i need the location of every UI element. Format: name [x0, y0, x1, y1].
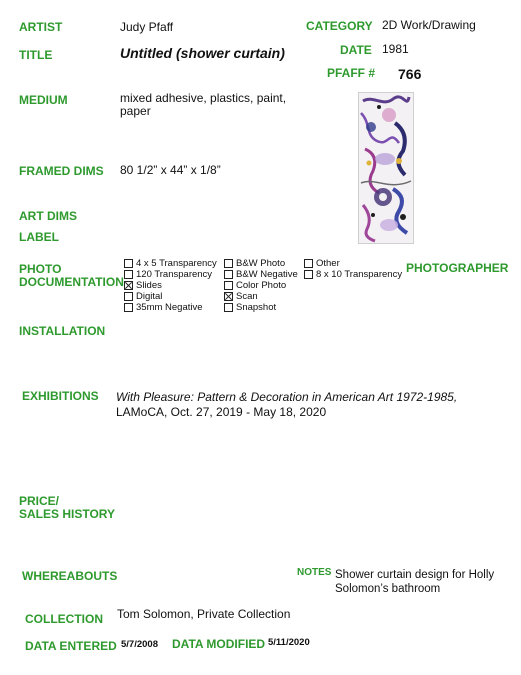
collection-label: COLLECTION	[25, 612, 103, 626]
checkbox-bw-photo[interactable]	[224, 258, 298, 269]
checkbox-box[interactable]	[304, 270, 313, 279]
checkbox-label: Snapshot	[236, 302, 277, 313]
checkbox-other[interactable]	[304, 258, 402, 269]
price-label-2: SALES HISTORY	[19, 507, 116, 521]
category-value: 2D Work/Drawing	[382, 18, 476, 32]
checkbox-bw-negative[interactable]	[224, 269, 298, 280]
art-dims-label: ART DIMS	[19, 209, 77, 223]
checkbox-box[interactable]	[224, 281, 233, 290]
notes-label: NOTES	[297, 567, 332, 578]
data-entered-label: DATA ENTERED	[25, 639, 117, 653]
checkbox-label: Scan	[236, 291, 258, 302]
framed-dims-label: FRAMED DIMS	[19, 164, 104, 178]
checkbox-box[interactable]	[124, 270, 133, 279]
checkbox-label: 8 x 10 Transparency	[316, 269, 403, 280]
checkbox-label: Other	[316, 258, 340, 269]
exhibition-title: With Pleasure: Pattern & Decoration in American Art 1972-1985,	[116, 390, 458, 404]
medium-value-line1: mixed adhesive, plastics, paint,	[120, 91, 287, 105]
checkbox-label: 35mm Negative	[136, 302, 203, 313]
whereabouts-label: WHEREABOUTS	[22, 569, 118, 583]
collection-value: Tom Solomon, Private Collection	[117, 607, 291, 621]
data-modified-value: 5/11/2020	[268, 637, 310, 648]
photo-documentation-options	[124, 258, 404, 318]
checkbox-box-checked[interactable]	[124, 281, 133, 290]
checkbox-scan[interactable]	[224, 291, 298, 302]
data-entered-value: 5/7/2008	[121, 639, 158, 650]
photo-documentation-label-1: PHOTO	[19, 262, 62, 276]
medium-label: MEDIUM	[19, 93, 68, 107]
artist-value: Judy Pfaff	[120, 20, 174, 34]
checkbox-120-transparency[interactable]	[124, 269, 217, 280]
date-value: 1981	[382, 42, 409, 56]
checkbox-label: Slides	[136, 280, 162, 291]
category-label: CATEGORY	[306, 19, 373, 33]
notes-value: Shower curtain design for Holly Solomon’s bathroom	[335, 569, 495, 595]
checkbox-box[interactable]	[224, 270, 233, 279]
artwork-image	[359, 93, 413, 243]
framed-dims-value: 80 1/2” x 44” x 1/8”	[120, 163, 221, 177]
checkbox-slides[interactable]	[124, 280, 217, 291]
checkbox-label: 4 x 5 Transparency	[136, 258, 217, 269]
checkbox-4x5-transparency[interactable]	[124, 258, 217, 269]
pfaff-number-label: PFAFF #	[327, 66, 376, 80]
exhibition-details: LAMoCA, Oct. 27, 2019 - May 18, 2020	[116, 405, 327, 419]
price-label-1: PRICE/	[19, 494, 60, 508]
artwork-thumbnail	[358, 92, 414, 244]
title-label: TITLE	[19, 48, 53, 62]
checkbox-label: Digital	[136, 291, 163, 302]
checkbox-label: Color Photo	[236, 280, 287, 291]
exhibitions-label: EXHIBITIONS	[22, 389, 99, 403]
artist-label: ARTIST	[19, 20, 63, 34]
pfaff-number-value: 766	[398, 66, 422, 82]
photo-options-col3	[304, 258, 402, 280]
title-value: Untitled (shower curtain)	[120, 45, 285, 61]
checkbox-label: B&W Negative	[236, 269, 298, 280]
checkbox-snapshot[interactable]	[224, 302, 298, 313]
photo-documentation-label-2: DOCUMENTATION	[19, 275, 124, 289]
data-modified-label: DATA MODIFIED	[172, 637, 266, 651]
exhibitions-value	[116, 390, 496, 420]
medium-value-line2: paper	[120, 104, 151, 118]
date-label: DATE	[340, 43, 372, 57]
checkbox-8x10-transparency[interactable]	[304, 269, 402, 280]
photographer-label: PHOTOGRAPHER	[406, 261, 509, 275]
checkbox-box[interactable]	[124, 292, 133, 301]
checkbox-label: 120 Transparency	[136, 269, 213, 280]
checkbox-box[interactable]	[124, 303, 133, 312]
photo-options-col2	[224, 258, 298, 313]
checkbox-label: B&W Photo	[236, 258, 286, 269]
checkbox-box[interactable]	[224, 303, 233, 312]
photo-options-col1	[124, 258, 217, 313]
checkbox-box[interactable]	[124, 259, 133, 268]
label-label: LABEL	[19, 230, 59, 244]
checkbox-box[interactable]	[224, 259, 233, 268]
checkbox-35mm-negative[interactable]	[124, 302, 217, 313]
checkbox-color-photo[interactable]	[224, 280, 298, 291]
checkbox-box-checked[interactable]	[224, 292, 233, 301]
checkbox-digital[interactable]	[124, 291, 217, 302]
checkbox-box[interactable]	[304, 259, 313, 268]
installation-label: INSTALLATION	[19, 324, 106, 338]
